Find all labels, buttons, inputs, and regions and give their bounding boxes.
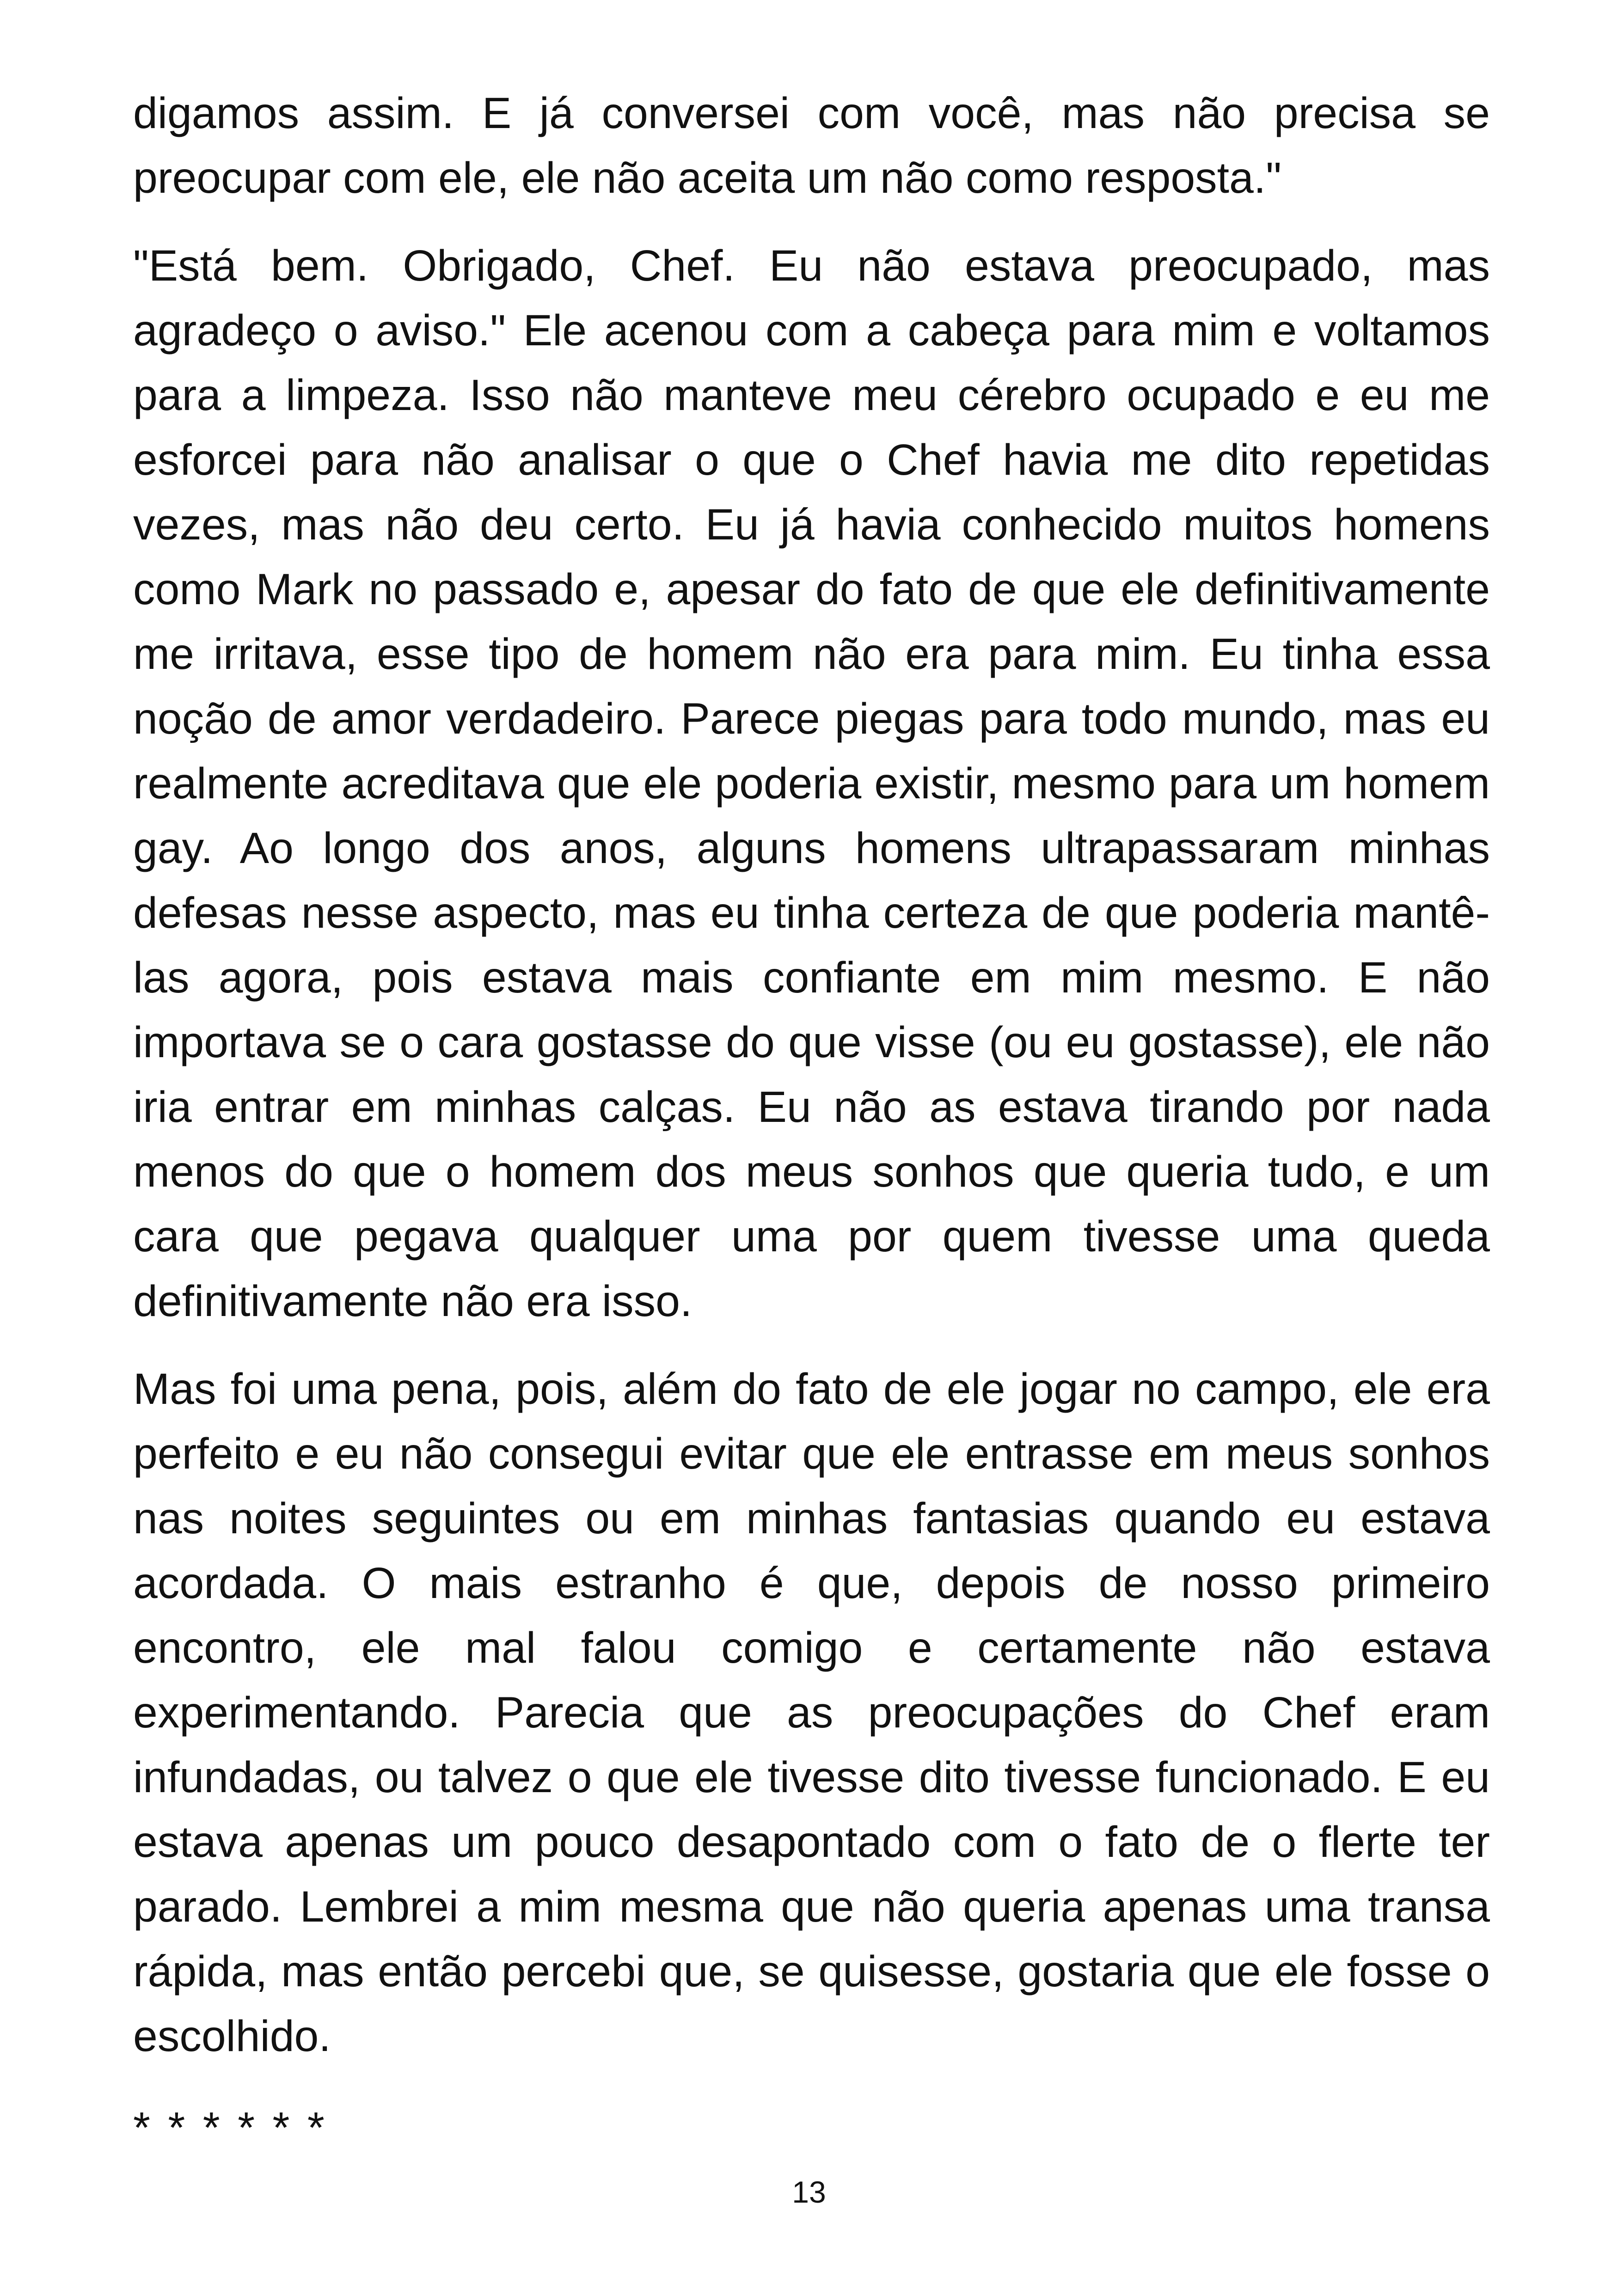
section-break: * * * * * *: [133, 2103, 327, 2152]
paragraph-2: "Está bem. Obrigado, Chef. Eu não estava preocupado, mas agradeço o aviso." Ele acenou com a cabeça para mim e voltamos para a limpeza. Isso não manteve meu cérebro ocupado e eu me esforcei para não analisar o que o Chef havia me dito repetidas vezes, mas não deu certo. Eu já havia conhecido muitos homens como Mark no passado e, apesar do fato de que ele definitivamente me irritava, esse tipo de homem não era para mim. Eu tinha essa noção de amor verdadeiro. Parece piegas para todo mundo, mas eu realmente acreditava que ele poderia existir, mesmo para um homem gay. Ao longo dos anos, alguns homens ultrapassaram minhas defesas nesse aspecto, mas eu tinha certeza de que poderia mantê-las agora, pois estava mais confiante em mim mesmo. E não importava se o cara gostasse do que visse (ou eu gostasse), ele não iria entrar em minhas calças. Eu não as estava tirando por nada menos do que o homem dos meus sonhos que queria tudo, e um cara que pegava qualquer uma por quem tivesse uma queda definitivamente não era isso.: [133, 241, 1490, 1326]
page-number: 13: [792, 2175, 826, 2209]
paragraph-3: Mas foi uma pena, pois, além do fato de ele jogar no campo, ele era perfeito e eu não consegui evitar que ele entrasse em meus sonhos nas noites seguintes ou em minhas fantasias quando eu estava acordada. O mais estranho é que, depois de nosso primeiro encontro, ele mal falou comigo e certamente não estava experimentando. Parecia que as preocupações do Chef eram infundadas, ou talvez o que ele tivesse dito tivesse funcionado. E eu estava apenas um pouco desapontado com o fato de o flerte ter parado. Lembrei a mim mesma que não queria apenas uma transa rápida, mas então percebi que, se quisesse, gostaria que ele fosse o escolhido.: [133, 1365, 1490, 2061]
body-text: [133, 81, 1490, 2160]
paragraph-1: digamos assim. E já conversei com você, mas não precisa se preocupar com ele, ele não aceita um não como resposta.": [133, 89, 1490, 202]
